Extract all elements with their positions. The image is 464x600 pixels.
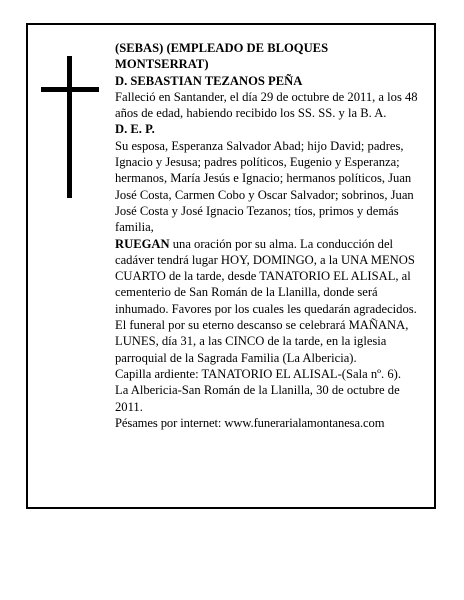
condolences-info: Pésames por internet: www.funerarialamontanesa.com xyxy=(115,415,385,430)
cross-horizontal-bar xyxy=(41,87,99,92)
family-list: Su esposa, Esperanza Salvador Abad; hijo David; padres, Ignacio y Jesusa; padres políticos, Eugenio y Esperanza; hermanos, María Jesús e Ignacio; hermanos políticos, Juan José Costa, Carmen Cobo y Oscar Salvador; sobrinos, Juan José Costa y José Ignacio Tezanos; tíos, primos y demás familia, xyxy=(115,138,414,235)
cross-vertical-bar xyxy=(67,56,72,198)
obituary-heading: (SEBAS) (EMPLEADO DE BLOQUES MONTSERRAT) xyxy=(115,41,329,72)
place-date: La Albericia-San Román de la Llanilla, 30 de octubre de 2011. xyxy=(115,383,400,414)
deceased-name: D. SEBASTIAN TEZANOS PEÑA xyxy=(115,73,303,88)
rip-line: D. E. P. xyxy=(115,122,155,137)
obituary-text xyxy=(115,40,420,431)
chapel-info: Capilla ardiente: TANATORIO EL ALISAL-(Sala nº. 6). xyxy=(115,366,401,381)
request-paragraph xyxy=(115,236,420,366)
death-info: Falleció en Santander, el día 29 de octubre de 2011, a los 48 años de edad, habiendo recibido los SS. SS. y la B. A. xyxy=(115,89,418,121)
request-text: una oración por su alma. La conducción del cadáver tendrá lugar HOY, DOMINGO, a la UNA MENOS CUARTO de la tarde, desde TANATORIO EL ALISAL, al cementerio de San Román de la Llanilla, donde será inhumado. Favores por los cuales les quedarán agradecidos. El funeral por su eterno descanso se celebrará MAÑANA, LUNES, día 31, a las CINCO de la tarde, en la iglesia parroquial de la Sagrada Familia (La Albericia). xyxy=(115,236,417,365)
obituary-notice xyxy=(26,23,436,509)
request-word: RUEGAN xyxy=(115,236,170,251)
